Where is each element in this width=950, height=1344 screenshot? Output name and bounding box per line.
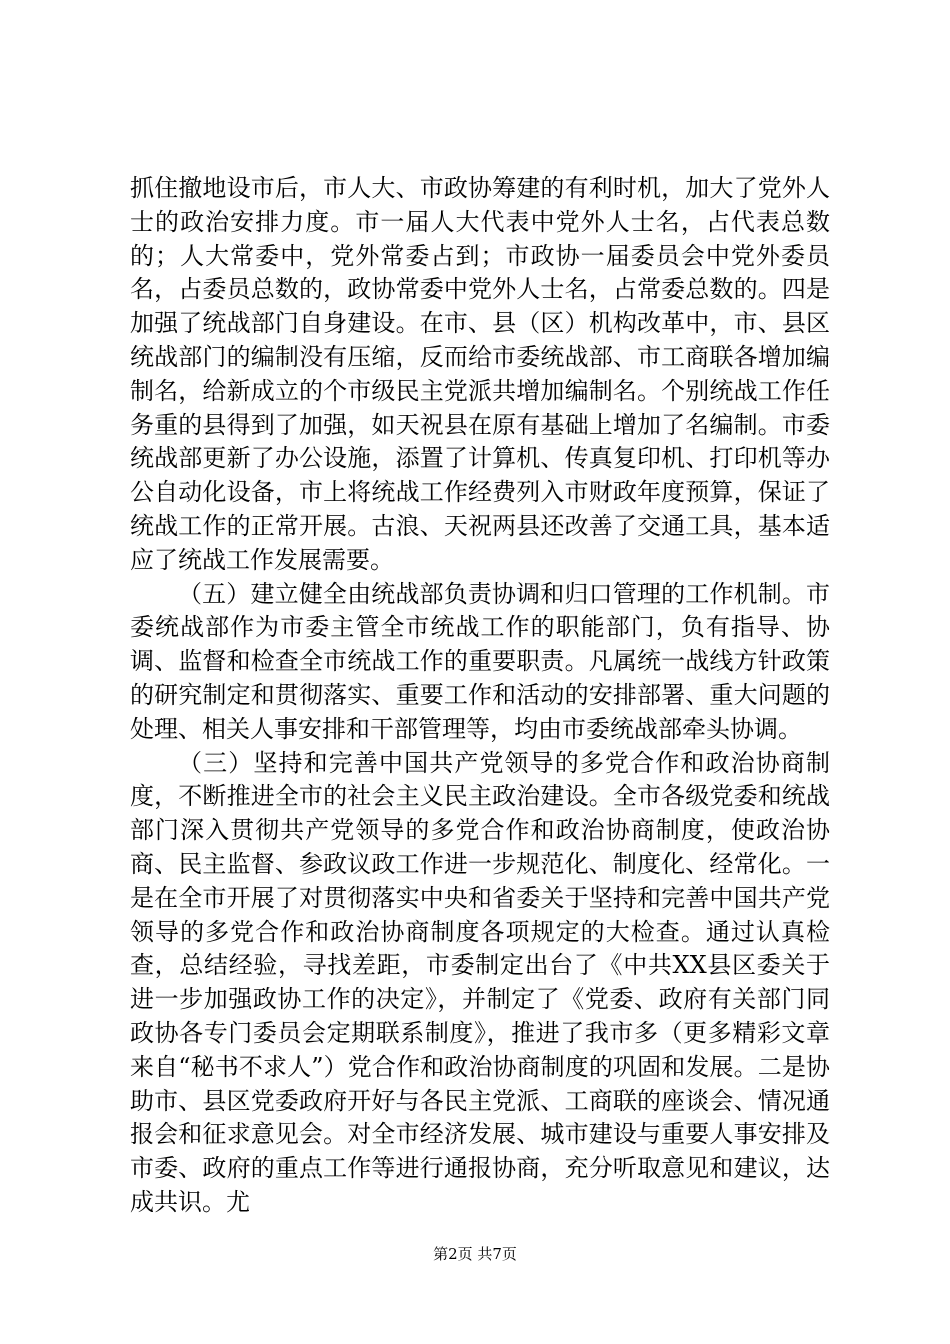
page-number: 第2页 共7页 [433,1245,517,1263]
paragraph-3: （三）坚持和完善中国共产党领导的多党合作和政治协商制度，不断推进全市的社会主义民主政治建设。全市各级党委和统战部门深入贯彻共产党领导的多党合作和政治协商制度，使政治协商、民主监督、参政议政工作进一步规范化、制度化、经常化。一是在全市开展了对贯彻落实中央和省委关于坚持和完善中国共产党领导的多党合作和政治协商制度各项规定的大检查。通过认真检查，总结经验，寻找差距，市委制定出台了《中共XX县区委关于进一步加强政协工作的决定》，并制定了《党委、政府有关部门同政协各专门委员会定期联系制度》，推进了我市多（更多精彩文章来自“秘书不求人”）党合作和政治协商制度的巩固和发展。二是协助市、县区党委政府开好与各民主党派、工商联的座谈会、情况通报会和征求意见会。对全市经济发展、城市建设与重要人事安排及市委、政府的重点工作等进行通报协商，充分听取意见和建议，达成共识。尤 [130,748,830,1216]
page-footer [0,1244,950,1264]
paragraph-2: （五）建立健全由统战部负责协调和归口管理的工作机制。市委统战部作为市委主管全市统战工作的职能部门，负有指导、协调、监督和检查全市统战工作的重要职责。凡属统一战线方针政策的研究制定和贯彻落实、重要工作和活动的安排部署、重大问题的处理、相关人事安排和干部管理等，均由市委统战部牵头协调。 [130,579,830,743]
document-body [130,172,830,1220]
paragraph-1: 抓住撤地设市后，市人大、市政协筹建的有利时机，加大了党外人士的政治安排力度。市一届人大代表中党外人士名，占代表总数的；人大常委中，党外常委占到；市政协一届委员会中党外委员名，占委员总数的，政协常委中党外人士名，占常委总数的。四是加强了统战部门自身建设。在市、县（区）机构改革中，市、县区统战部门的编制没有压缩，反而给市委统战部、市工商联各增加编制名，给新成立的个市级民主党派共增加编制名。个别统战工作任务重的县得到了加强，如天祝县在原有基础上增加了名编制。市委统战部更新了办公设施，添置了计算机、传真复印机、打印机等办公自动化设备，市上将统战工作经费列入市财政年度预算，保证了统战工作的正常开展。古浪、天祝两县还改善了交通工具，基本适应了统战工作发展需要。 [130,174,830,574]
